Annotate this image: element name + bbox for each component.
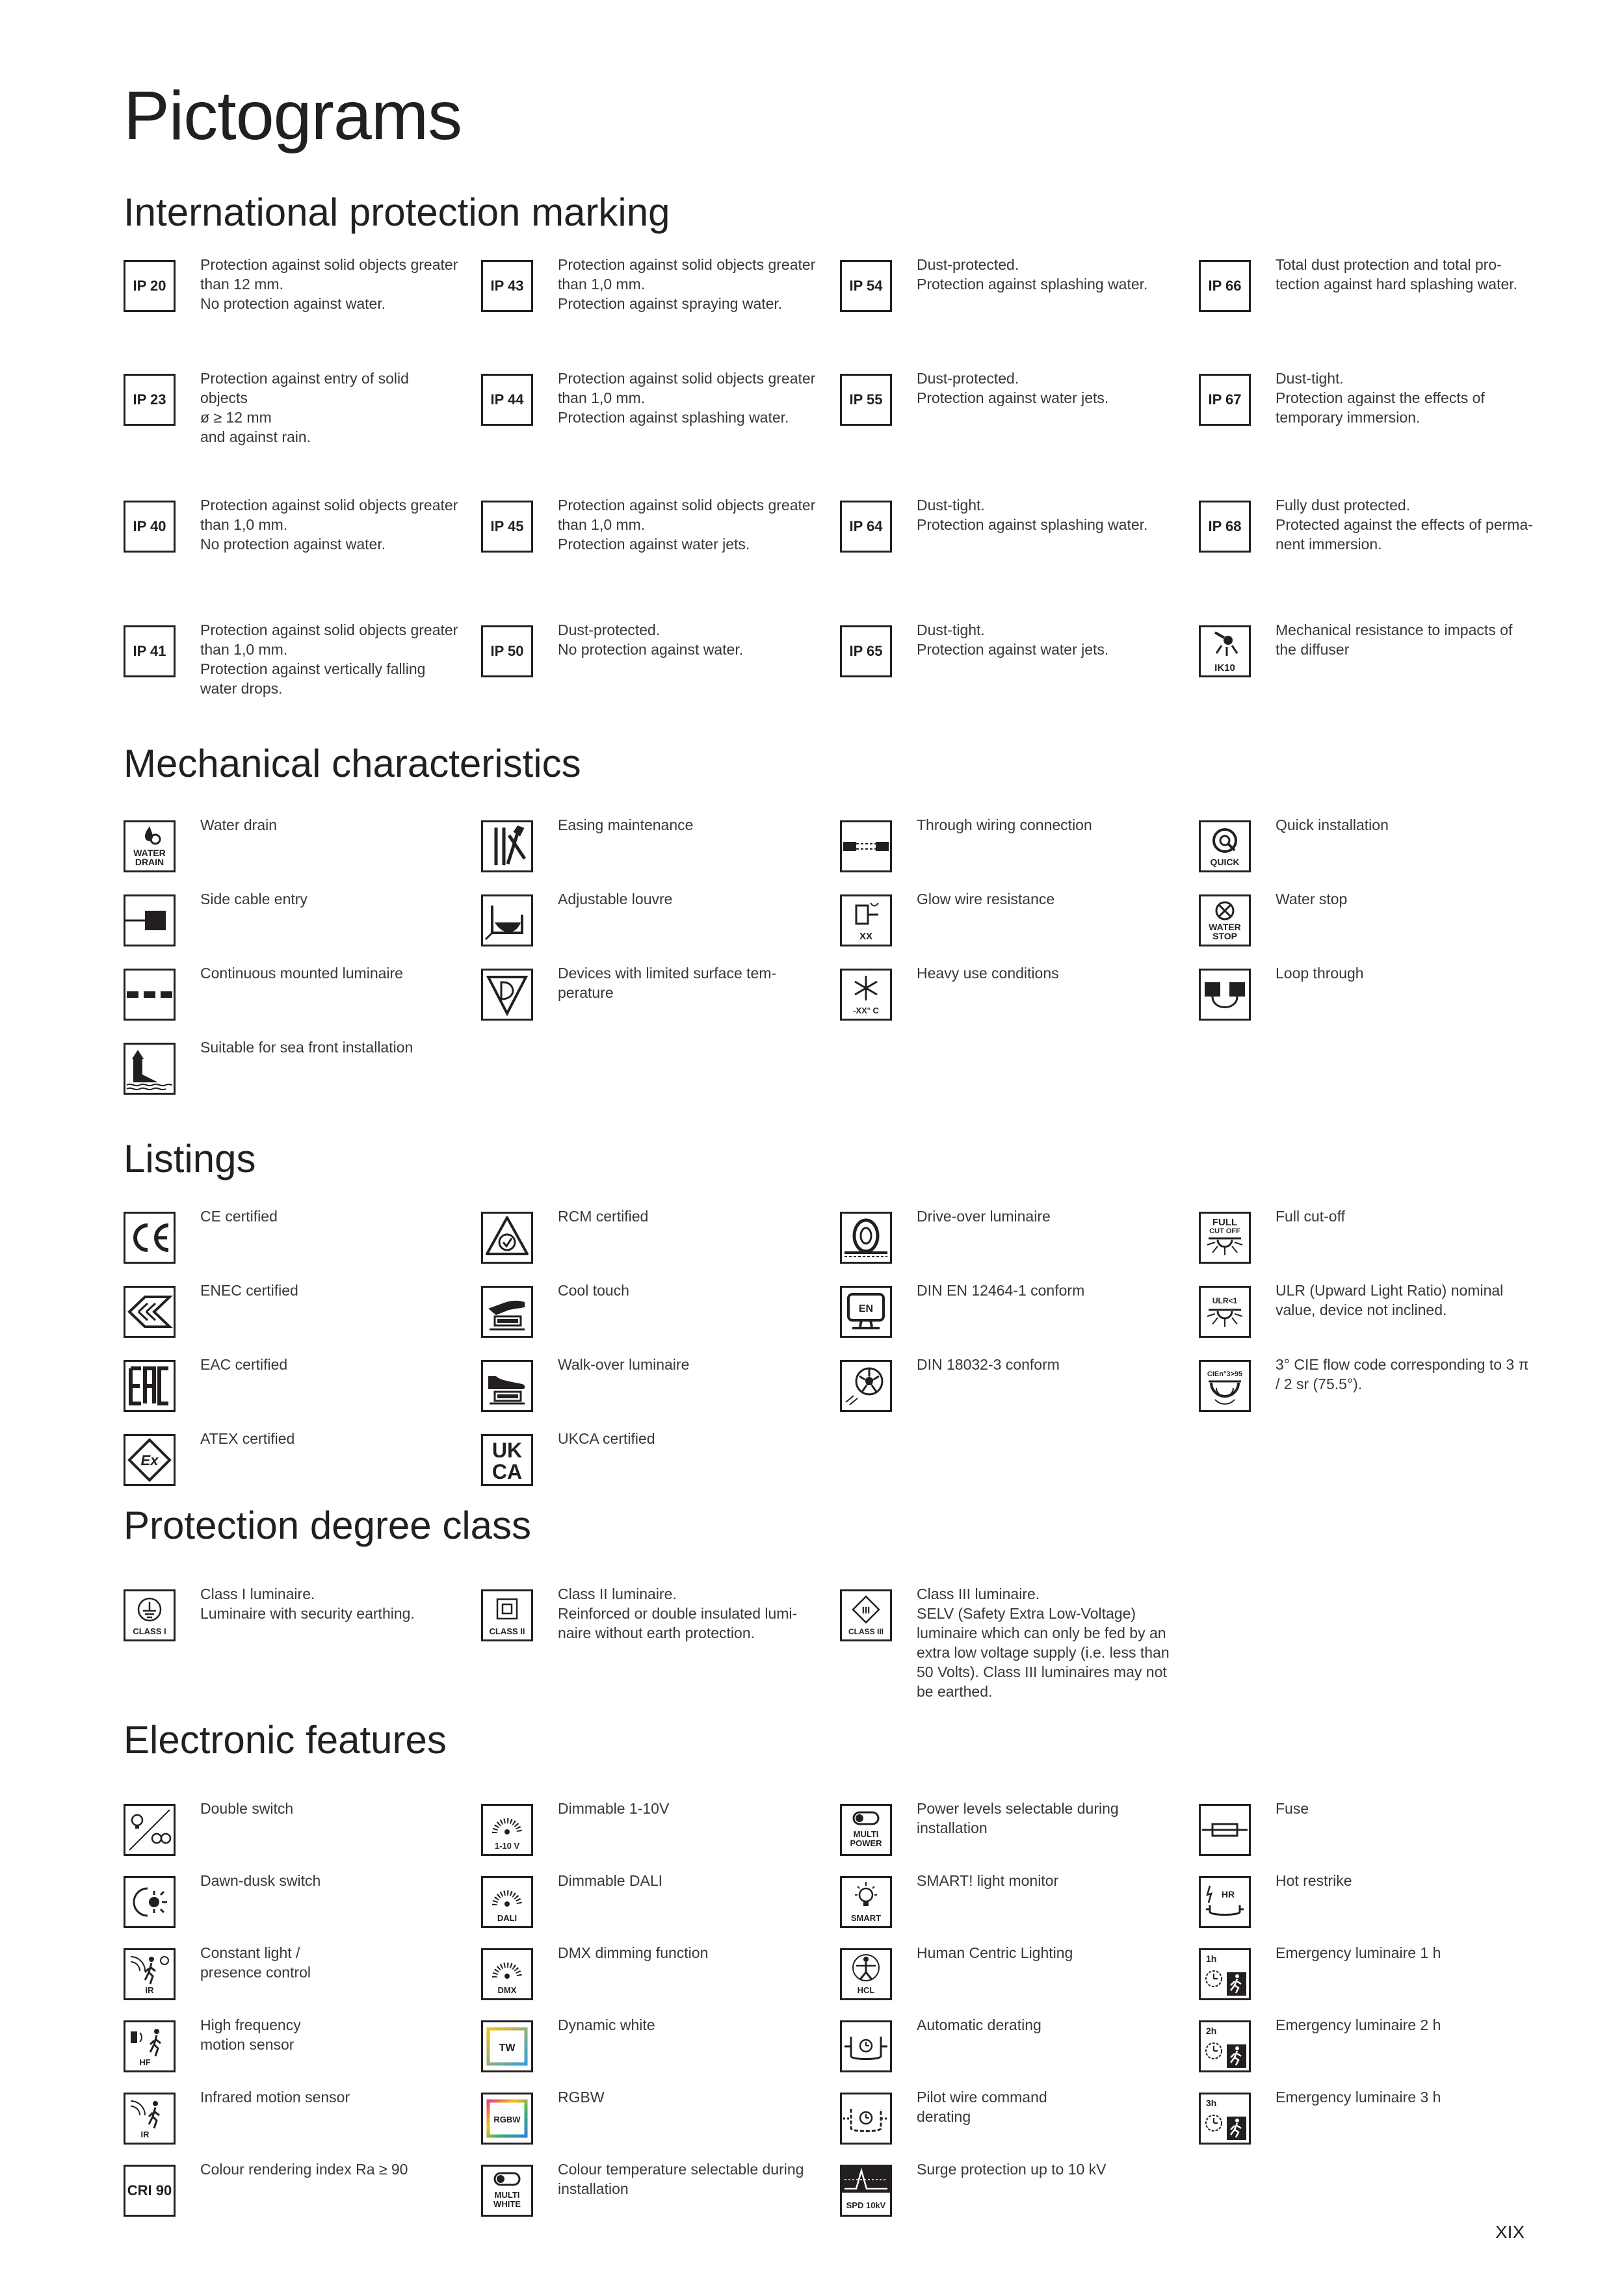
dmx-icon <box>481 1948 533 2000</box>
svg-text:TW: TW <box>499 2042 516 2054</box>
svg-text:-XX° C: -XX° C <box>853 1006 879 1015</box>
class-3-selv-icon <box>840 1589 892 1641</box>
constant-light-icon <box>124 1948 176 2000</box>
ukca-icon <box>481 1434 533 1486</box>
svg-text:HCL: HCL <box>857 1985 875 1995</box>
eac-text: EAC certified <box>200 1356 288 1373</box>
ik10-text: Mechanical resistance to impacts of the diffuser <box>1276 621 1513 658</box>
svg-text:WATER: WATER <box>1209 922 1241 932</box>
svg-text:SMART: SMART <box>850 1913 882 1923</box>
svg-text:2h: 2h <box>1206 2026 1217 2036</box>
drive-over-text: Drive-over luminaire <box>917 1208 1051 1225</box>
automatic-derating-text: Automatic derating <box>917 2016 1041 2033</box>
hf-sensor-icon <box>124 2020 176 2072</box>
svg-text:HF: HF <box>139 2057 151 2067</box>
din-18032-icon <box>840 1360 892 1412</box>
multi-power-text: Power levels selectable during installation <box>917 1800 1119 1836</box>
dynamic-white-icon <box>481 2020 533 2072</box>
hcl-icon <box>840 1948 892 2000</box>
ip54-text: Dust-protected. Protection against splashing water. <box>917 256 1148 293</box>
svg-text:CA: CA <box>491 1460 523 1483</box>
atex-text: ATEX certified <box>200 1430 295 1447</box>
section-title-mechanical: Mechanical characteristics <box>124 742 581 785</box>
multi-white-icon <box>481 2165 533 2217</box>
dimmable-1-10v-icon <box>481 1804 533 1856</box>
ip68-text: Fully dust protected. Protected against the effects of perma- nent immersion. <box>1276 497 1533 553</box>
constant-light-text: Constant light / presence control <box>200 1944 311 1981</box>
fuse-icon <box>1199 1804 1251 1856</box>
cie-flow-text: 3° CIE flow code corresponding to 3 π / 2 sr (75.5°). <box>1276 1356 1529 1392</box>
ir-sensor-icon <box>124 2093 176 2145</box>
mech-row <box>0 965 1624 1047</box>
ip-row <box>0 621 1624 703</box>
ip-row <box>0 497 1624 579</box>
ulr-icon <box>1199 1286 1251 1338</box>
limited-surface-temperature-icon <box>481 969 533 1021</box>
hf-sensor-text: High frequency motion sensor <box>200 2016 301 2053</box>
automatic-derating-icon <box>840 2020 892 2072</box>
rgbw-text: RGBW <box>558 2089 605 2106</box>
ip50-icon: IP 50 <box>481 625 533 677</box>
svg-text:CIEn°3>95: CIEn°3>95 <box>1207 1370 1243 1378</box>
pilot-wire-icon <box>840 2093 892 2145</box>
through-wiring-text: Through wiring connection <box>917 816 1092 833</box>
enec-text: ENEC certified <box>200 1282 298 1299</box>
svg-text:3h: 3h <box>1206 2098 1217 2108</box>
water-stop-icon <box>1199 894 1251 946</box>
ir-sensor-text: Infrared motion sensor <box>200 2089 350 2106</box>
smart-text: SMART! light monitor <box>917 1872 1059 1889</box>
electronic-row <box>0 2089 1624 2171</box>
walk-over-text: Walk-over luminaire <box>558 1356 690 1373</box>
svg-text:POWER: POWER <box>850 1838 882 1848</box>
ip41-text: Protection against solid objects greater than 1,0 mm. Protection against vertically falling water drops. <box>200 621 458 697</box>
emergency-1h-text: Emergency luminaire 1 h <box>1276 1944 1441 1961</box>
hot-restrike-text: Hot restrike <box>1276 1872 1352 1889</box>
svg-text:CLASS III: CLASS III <box>848 1627 884 1636</box>
surge-protection-text: Surge protection up to 10 kV <box>917 2161 1107 2178</box>
svg-text:FULL: FULL <box>1212 1217 1238 1228</box>
limited-surface-temperature-text: Devices with limited surface tem- perature <box>558 965 777 1001</box>
page-title: Pictograms <box>124 77 462 154</box>
svg-text:DRAIN: DRAIN <box>135 857 164 867</box>
side-cable-entry-icon <box>124 894 176 946</box>
multi-white-text: Colour temperature selectable during installation <box>558 2161 804 2197</box>
svg-text:RGBW: RGBW <box>493 2115 521 2124</box>
ip44-text: Protection against solid objects greater than 1,0 mm. Protection against splashing water. <box>558 370 816 426</box>
ip67-text: Dust-tight. Protection against the effects of temporary immersion. <box>1276 370 1485 426</box>
cie-flow-icon <box>1199 1360 1251 1412</box>
heavy-use-text: Heavy use conditions <box>917 965 1059 982</box>
svg-text:WHITE: WHITE <box>493 2199 521 2209</box>
mech-row <box>0 1039 1624 1121</box>
svg-text:QUICK: QUICK <box>1210 857 1240 867</box>
side-cable-entry-text: Side cable entry <box>200 891 308 907</box>
class-1-earth-icon <box>124 1589 176 1641</box>
listings-row <box>0 1282 1624 1364</box>
svg-text:IR: IR <box>145 1985 154 1995</box>
svg-text:UK: UK <box>491 1439 523 1462</box>
sea-front-text: Suitable for sea front installation <box>200 1039 413 1056</box>
emergency-2h-icon <box>1199 2020 1251 2072</box>
section-title-electronic: Electronic features <box>124 1718 447 1762</box>
electronic-row <box>0 1944 1624 2026</box>
adjustable-louvre-icon <box>481 894 533 946</box>
water-drain-icon <box>124 820 176 872</box>
electronic-row <box>0 2161 1624 2243</box>
svg-text:SPD 10kV: SPD 10kV <box>846 2200 886 2210</box>
svg-text:IR: IR <box>140 2130 150 2139</box>
svg-text:EN: EN <box>858 1303 874 1314</box>
rcm-icon <box>481 1212 533 1264</box>
listings-row <box>0 1356 1624 1438</box>
glow-wire-text: Glow wire resistance <box>917 891 1055 907</box>
drive-over-icon <box>840 1212 892 1264</box>
ip40-text: Protection against solid objects greater than 1,0 mm. No protection against water. <box>200 497 458 553</box>
ip45-text: Protection against solid objects greater than 1,0 mm. Protection against water jets. <box>558 497 816 553</box>
svg-text:WATER: WATER <box>133 848 166 858</box>
svg-text:CLASS II: CLASS II <box>489 1626 525 1636</box>
ip44-icon: IP 44 <box>481 374 533 426</box>
electronic-row <box>0 2016 1624 2098</box>
hot-restrike-icon <box>1199 1876 1251 1928</box>
section-title-ip: International protection marking <box>124 190 670 234</box>
section-title-listings: Listings <box>124 1137 256 1181</box>
listings-row <box>0 1430 1624 1512</box>
svg-text:HR: HR <box>1221 1889 1235 1899</box>
svg-text:DMX: DMX <box>497 1985 517 1995</box>
emergency-1h-icon <box>1199 1948 1251 2000</box>
ik10-impact-icon <box>1199 625 1251 677</box>
svg-text:III: III <box>861 1605 871 1616</box>
dimmable-1-10v-text: Dimmable 1-10V <box>558 1800 670 1817</box>
svg-text:CUT OFF: CUT OFF <box>1209 1227 1240 1235</box>
easing-maintenance-icon <box>481 820 533 872</box>
quick-installation-text: Quick installation <box>1276 816 1389 833</box>
ip66-text: Total dust protection and total pro- tection against hard splashing water. <box>1276 256 1518 293</box>
din-en-text: DIN EN 12464-1 conform <box>917 1282 1085 1299</box>
surge-protection-icon <box>840 2165 892 2217</box>
svg-text:1h: 1h <box>1206 1953 1217 1964</box>
atex-icon <box>124 1434 176 1486</box>
fuse-text: Fuse <box>1276 1800 1309 1817</box>
ip43-text: Protection against solid objects greater than 1,0 mm. Protection against spraying water. <box>558 256 816 312</box>
ip64-icon: IP 64 <box>840 501 892 553</box>
dawn-dusk-icon <box>124 1876 176 1928</box>
svg-text:CLASS I: CLASS I <box>133 1626 166 1636</box>
dynamic-white-text: Dynamic white <box>558 2016 655 2033</box>
class-2-double-insulation-icon <box>481 1589 533 1641</box>
double-switch-icon <box>124 1804 176 1856</box>
ip67-icon: IP 67 <box>1199 374 1251 426</box>
cri-text: Colour rendering index Ra ≥ 90 <box>200 2161 408 2178</box>
ip68-icon: IP 68 <box>1199 501 1251 553</box>
ip55-text: Dust-protected. Protection against water jets. <box>917 370 1109 406</box>
svg-text:IK10: IK10 <box>1214 662 1235 673</box>
water-stop-text: Water stop <box>1276 891 1348 907</box>
ulr-text: ULR (Upward Light Ratio) nominal value, device not inclined. <box>1276 1282 1504 1318</box>
easing-maintenance-text: Easing maintenance <box>558 816 694 833</box>
quick-installation-icon <box>1199 820 1251 872</box>
double-switch-text: Double switch <box>200 1800 294 1817</box>
electronic-row <box>0 1872 1624 1954</box>
pilot-wire-text: Pilot wire command derating <box>917 2089 1047 2125</box>
ip40-icon: IP 40 <box>124 501 176 553</box>
smart-bulb-icon <box>840 1876 892 1928</box>
ip-row <box>0 256 1624 338</box>
svg-text:XX: XX <box>859 931 873 942</box>
continuous-mounted-icon <box>124 969 176 1021</box>
class-2-text: Class II luminaire. Reinforced or double insulated lumi- naire without earth protection. <box>558 1585 798 1641</box>
svg-text:MULTI: MULTI <box>494 2190 520 2200</box>
ip54-icon: IP 54 <box>840 260 892 312</box>
heavy-use-icon <box>840 969 892 1021</box>
full-cut-off-text: Full cut-off <box>1276 1208 1345 1225</box>
section-title-protection: Protection degree class <box>124 1504 532 1547</box>
full-cut-off-icon <box>1199 1212 1251 1264</box>
ip23-text: Protection against entry of solid objects ø ≥ 12 mm and against rain. <box>200 370 409 445</box>
ce-icon <box>124 1212 176 1264</box>
ip45-icon: IP 45 <box>481 501 533 553</box>
dmx-text: DMX dimming function <box>558 1944 709 1961</box>
ip66-icon: IP 66 <box>1199 260 1251 312</box>
class-3-text: Class III luminaire. SELV (Safety Extra Low-Voltage) luminaire which can only be fed by an extra low voltage supply (i.e. less than 50 Volts). Class III luminaires may not be earthed. <box>917 1585 1170 1700</box>
continuous-mounted-text: Continuous mounted luminaire <box>200 965 403 982</box>
through-wiring-icon <box>840 820 892 872</box>
din-en-icon <box>840 1286 892 1338</box>
ce-text: CE certified <box>200 1208 278 1225</box>
protection-row <box>0 1585 1624 1700</box>
class-1-text: Class I luminaire. Luminaire with security earthing. <box>200 1585 415 1622</box>
loop-through-text: Loop through <box>1276 965 1364 982</box>
water-drain-text: Water drain <box>200 816 278 833</box>
ip43-icon: IP 43 <box>481 260 533 312</box>
dimmable-dali-icon <box>481 1876 533 1928</box>
sea-front-icon <box>124 1043 176 1095</box>
walk-over-icon <box>481 1360 533 1412</box>
emergency-2h-text: Emergency luminaire 2 h <box>1276 2016 1441 2033</box>
dawn-dusk-text: Dawn-dusk switch <box>200 1872 321 1889</box>
multi-power-icon <box>840 1804 892 1856</box>
svg-text:STOP: STOP <box>1212 931 1237 941</box>
svg-text:Ex: Ex <box>140 1452 159 1468</box>
loop-through-icon <box>1199 969 1251 1021</box>
ip50-text: Dust-protected. No protection against water. <box>558 621 744 658</box>
ip64-text: Dust-tight. Protection against splashing water. <box>917 497 1148 533</box>
adjustable-louvre-text: Adjustable louvre <box>558 891 673 907</box>
ip65-text: Dust-tight. Protection against water jets. <box>917 621 1109 658</box>
dimmable-dali-text: Dimmable DALI <box>558 1872 663 1889</box>
svg-text:DALI: DALI <box>497 1913 517 1923</box>
mech-row <box>0 816 1624 898</box>
cool-touch-icon <box>481 1286 533 1338</box>
ip-row <box>0 370 1624 452</box>
rcm-text: RCM certified <box>558 1208 649 1225</box>
electronic-row <box>0 1800 1624 1882</box>
svg-text:ULR<1: ULR<1 <box>1212 1296 1238 1305</box>
ip65-icon: IP 65 <box>840 625 892 677</box>
mech-row <box>0 891 1624 972</box>
ip41-icon: IP 41 <box>124 625 176 677</box>
enec-icon <box>124 1286 176 1338</box>
din-18032-text: DIN 18032-3 conform <box>917 1356 1060 1373</box>
listings-row <box>0 1208 1624 1290</box>
ip20-text: Protection against solid objects greater than 12 mm. No protection against water. <box>200 256 458 312</box>
ukca-text: UKCA certified <box>558 1430 655 1447</box>
ip20-icon: IP 20 <box>124 260 176 312</box>
emergency-3h-icon <box>1199 2093 1251 2145</box>
ip55-icon: IP 55 <box>840 374 892 426</box>
eac-icon <box>124 1360 176 1412</box>
emergency-3h-text: Emergency luminaire 3 h <box>1276 2089 1441 2106</box>
cri-icon: CRI 90 <box>124 2165 176 2217</box>
ip23-icon: IP 23 <box>124 374 176 426</box>
rgbw-icon <box>481 2093 533 2145</box>
page-number: XIX <box>1495 2222 1525 2242</box>
glow-wire-icon <box>840 894 892 946</box>
svg-text:1-10 V: 1-10 V <box>494 1841 520 1851</box>
cool-touch-text: Cool touch <box>558 1282 629 1299</box>
hcl-text: Human Centric Lighting <box>917 1944 1073 1961</box>
svg-text:MULTI: MULTI <box>853 1829 879 1839</box>
